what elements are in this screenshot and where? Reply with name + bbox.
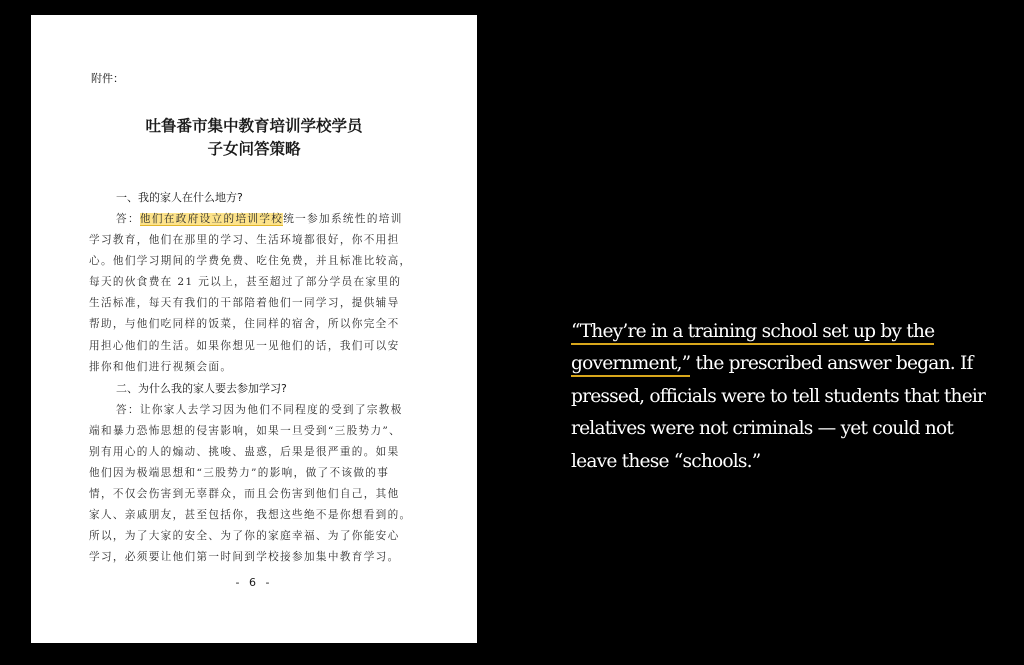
- caption-line: leave these “schools.”: [571, 450, 761, 472]
- answer-1-line: 生活标准，每天有我们的干部陪着他们一同学习，提供辅导: [89, 297, 400, 310]
- answer-2-line: 情，不仅会伤害到无辜群众，而且会伤害到他们自己，其他: [89, 488, 400, 501]
- answer-2-line: 所以，为了大家的安全、为了你的家庭幸福、为了你能安心: [89, 530, 400, 543]
- document-body: [89, 188, 413, 569]
- answer-2-line: 他们因为极端思想和“三股势力”的影响，做了不该做的事: [89, 467, 390, 480]
- answer-1-line-rest: 统一参加系统性的培训: [283, 213, 403, 225]
- answer-1-line: 学习教育，他们在那里的学习、生活环境都很好，你不用担: [89, 234, 400, 247]
- page-number: - 6 -: [235, 576, 273, 589]
- question-2-heading: 二、为什么我的家人要去参加学习?: [116, 381, 287, 395]
- document-title-line-1: 吐鲁番市集中教育培训学校学员: [145, 116, 363, 135]
- caption-quote: [571, 316, 1011, 478]
- answer-2-line: 学习，必须要让他们第一时间到学校接参加集中教育学习。: [89, 551, 400, 564]
- answer-1-line: 心。他们学习期间的学费免费、吃住免费，并且标准比较高，: [89, 255, 412, 268]
- answer-2-line: 答：让你家人去学习因为他们不同程度的受到了宗教极: [116, 403, 403, 416]
- answer-1-line: 排你和他们进行视频会面。: [89, 360, 233, 373]
- underlined-quote-part-1: “They’re in a training school set up by the: [571, 321, 934, 345]
- answer-1-line: 用担心他们的生活。如果你想见一见他们的话，我们可以安: [89, 339, 400, 352]
- caption-text: the prescribed answer began. If: [690, 353, 973, 375]
- document-title: [31, 114, 477, 160]
- underlined-quote-part-2: government,”: [571, 353, 690, 377]
- answer-1-line: 帮助，与他们吃同样的饭菜，住同样的宿舍，所以你完全不: [89, 318, 400, 331]
- attachment-label: 附件：: [91, 72, 124, 85]
- caption-line: [571, 316, 1011, 348]
- question-1-heading: 一、我的家人在什么地方?: [116, 191, 243, 204]
- answer-1-line: 每天的伙食费在 21 元以上，甚至超过了部分学员在家里的: [89, 276, 402, 289]
- document-page: [31, 15, 477, 643]
- answer-2-line: 家人、亲戚朋友，甚至包括你，我想这些绝不是你想看到的。: [89, 509, 412, 522]
- answer-2-line: 端和暴力恐怖思想的侵害影响，如果一旦受到“三股势力”、: [89, 424, 402, 437]
- answer-1-line: [89, 209, 413, 230]
- highlighted-phrase: 他们在政府设立的培训学校: [139, 213, 284, 225]
- document-title-line-2: 子女问答策略: [207, 139, 301, 158]
- caption-line: [571, 348, 1011, 380]
- caption-line: pressed, officials were to tell students that their: [571, 385, 986, 407]
- answer-prefix: 答：: [116, 213, 140, 225]
- answer-2-line: 别有用心的人的煽动、挑唆、蛊惑，后果是很严重的。如果: [89, 445, 400, 458]
- caption-line: relatives were not criminals — yet could not: [571, 418, 954, 440]
